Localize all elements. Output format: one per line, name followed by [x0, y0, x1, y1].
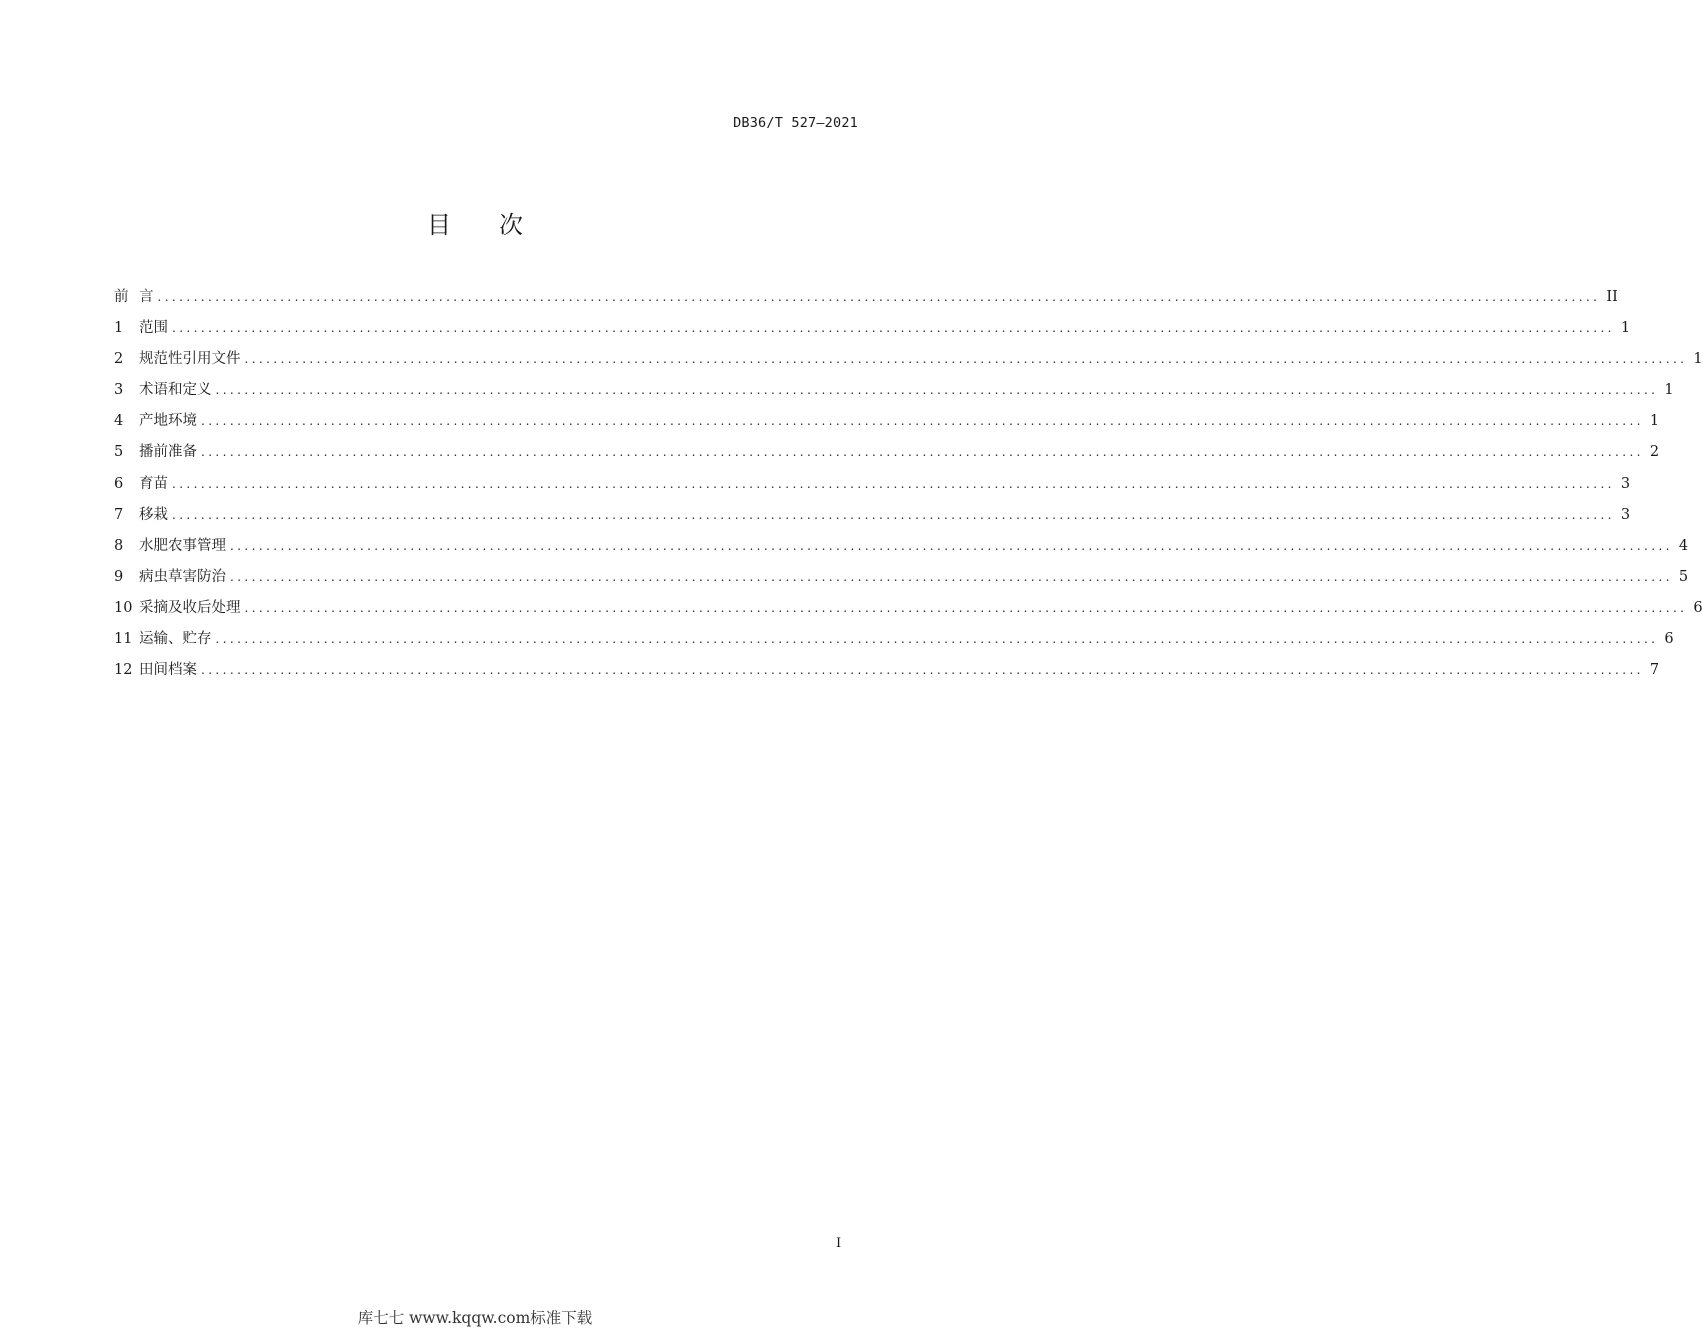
toc-entry-label: 病虫草害防治: [139, 568, 226, 585]
toc-entry-page: 4: [1678, 537, 1689, 554]
toc-leader-dots: ........................................................................................................................................................................................................: [230, 538, 1673, 553]
toc-entry-label: 产地环境: [139, 413, 197, 430]
toc-entry-number: 前: [114, 289, 129, 305]
toc-title: [0, 205, 950, 240]
toc-leader-dots: ........................................................................................................................................................................................................: [172, 321, 1615, 336]
table-of-contents: [114, 285, 1703, 689]
toc-entry-label: 育苗: [139, 475, 168, 492]
toc-leader-dots: ........................................................................................................................................................................................................: [172, 507, 1615, 522]
toc-entry[interactable]: [114, 534, 1689, 565]
toc-entry-number: 1: [114, 320, 124, 337]
toc-entry-number: 8: [114, 537, 124, 554]
toc-entry[interactable]: [114, 285, 1618, 316]
toc-entry-number: 4: [114, 413, 124, 430]
toc-entry-page: 1: [1620, 320, 1631, 337]
toc-entry-page: 6: [1693, 599, 1703, 616]
toc-entry-page: 1: [1649, 413, 1660, 430]
toc-leader-dots: ........................................................................................................................................................................................................: [201, 663, 1644, 678]
toc-entry[interactable]: [114, 409, 1660, 440]
toc-entry-page: 2: [1649, 444, 1660, 461]
footer-watermark: 库七七 www.kqqw.com标准下载: [357, 1309, 593, 1327]
toc-leader-dots: ........................................................................................................................................................................................................: [201, 445, 1644, 460]
toc-entry-page: 7: [1649, 662, 1660, 679]
toc-entry-label: 采摘及收后处理: [139, 599, 241, 616]
toc-entry[interactable]: [114, 472, 1631, 503]
toc-entry-number: 6: [114, 475, 124, 492]
toc-entry[interactable]: [114, 658, 1660, 689]
toc-entry-number: 2: [114, 351, 124, 368]
toc-entry-label: 言: [139, 289, 154, 305]
toc-leader-dots: ........................................................................................................................................................................................................: [230, 569, 1673, 584]
toc-entry-label: 术语和定义: [139, 382, 212, 399]
toc-entry[interactable]: [114, 503, 1631, 534]
toc-entry-page: 3: [1620, 506, 1631, 523]
toc-entry-page: 6: [1664, 631, 1674, 648]
toc-leader-dots: ........................................................................................................................................................................................................: [172, 476, 1615, 491]
toc-leader-dots: ........................................................................................................................................................................................................: [215, 383, 1659, 398]
document-code: DB36/T 527—2021: [733, 115, 858, 131]
toc-leader-dots: ........................................................................................................................................................................................................: [244, 352, 1688, 367]
toc-title-char-1: 目: [427, 211, 451, 239]
toc-entry-page: II: [1606, 289, 1618, 305]
toc-entry-label: 范围: [139, 320, 168, 337]
toc-entry-label: 移栽: [139, 506, 168, 523]
toc-entry-label: 规范性引用文件: [139, 351, 241, 368]
toc-entry-label: 水肥农事管理: [139, 537, 226, 554]
toc-entry-label: 田间档案: [139, 662, 197, 679]
toc-entry[interactable]: [114, 565, 1689, 596]
toc-entry[interactable]: [114, 347, 1703, 378]
toc-entry-number: 12: [114, 662, 133, 679]
toc-entry-page: 3: [1620, 475, 1631, 492]
toc-leader-dots: ........................................................................................................................................................................................................: [157, 290, 1601, 304]
toc-entry[interactable]: [114, 378, 1674, 409]
toc-leader-dots: ........................................................................................................................................................................................................: [215, 632, 1659, 647]
toc-entry-page: 1: [1664, 382, 1674, 399]
toc-entry-page: 5: [1678, 568, 1689, 585]
toc-leader-dots: ........................................................................................................................................................................................................: [201, 414, 1644, 429]
toc-entry-number: 3: [114, 382, 124, 399]
toc-entry-number: 5: [114, 444, 124, 461]
toc-entry-number: 9: [114, 568, 124, 585]
toc-entry-label: 播前准备: [139, 444, 197, 461]
toc-leader-dots: ........................................................................................................................................................................................................: [244, 600, 1688, 615]
toc-entry[interactable]: [114, 440, 1660, 471]
toc-entry[interactable]: [114, 316, 1631, 347]
toc-entry-page: 1: [1693, 351, 1703, 368]
toc-entry-number: 11: [114, 631, 133, 648]
toc-entry[interactable]: [114, 627, 1674, 658]
page-number: I: [836, 1236, 842, 1251]
toc-entry-number: 10: [114, 599, 133, 616]
toc-entry[interactable]: [114, 596, 1703, 627]
toc-entry-number: 7: [114, 506, 124, 523]
toc-entry-label: 运输、贮存: [139, 631, 212, 648]
toc-title-char-2: 次: [499, 211, 523, 239]
